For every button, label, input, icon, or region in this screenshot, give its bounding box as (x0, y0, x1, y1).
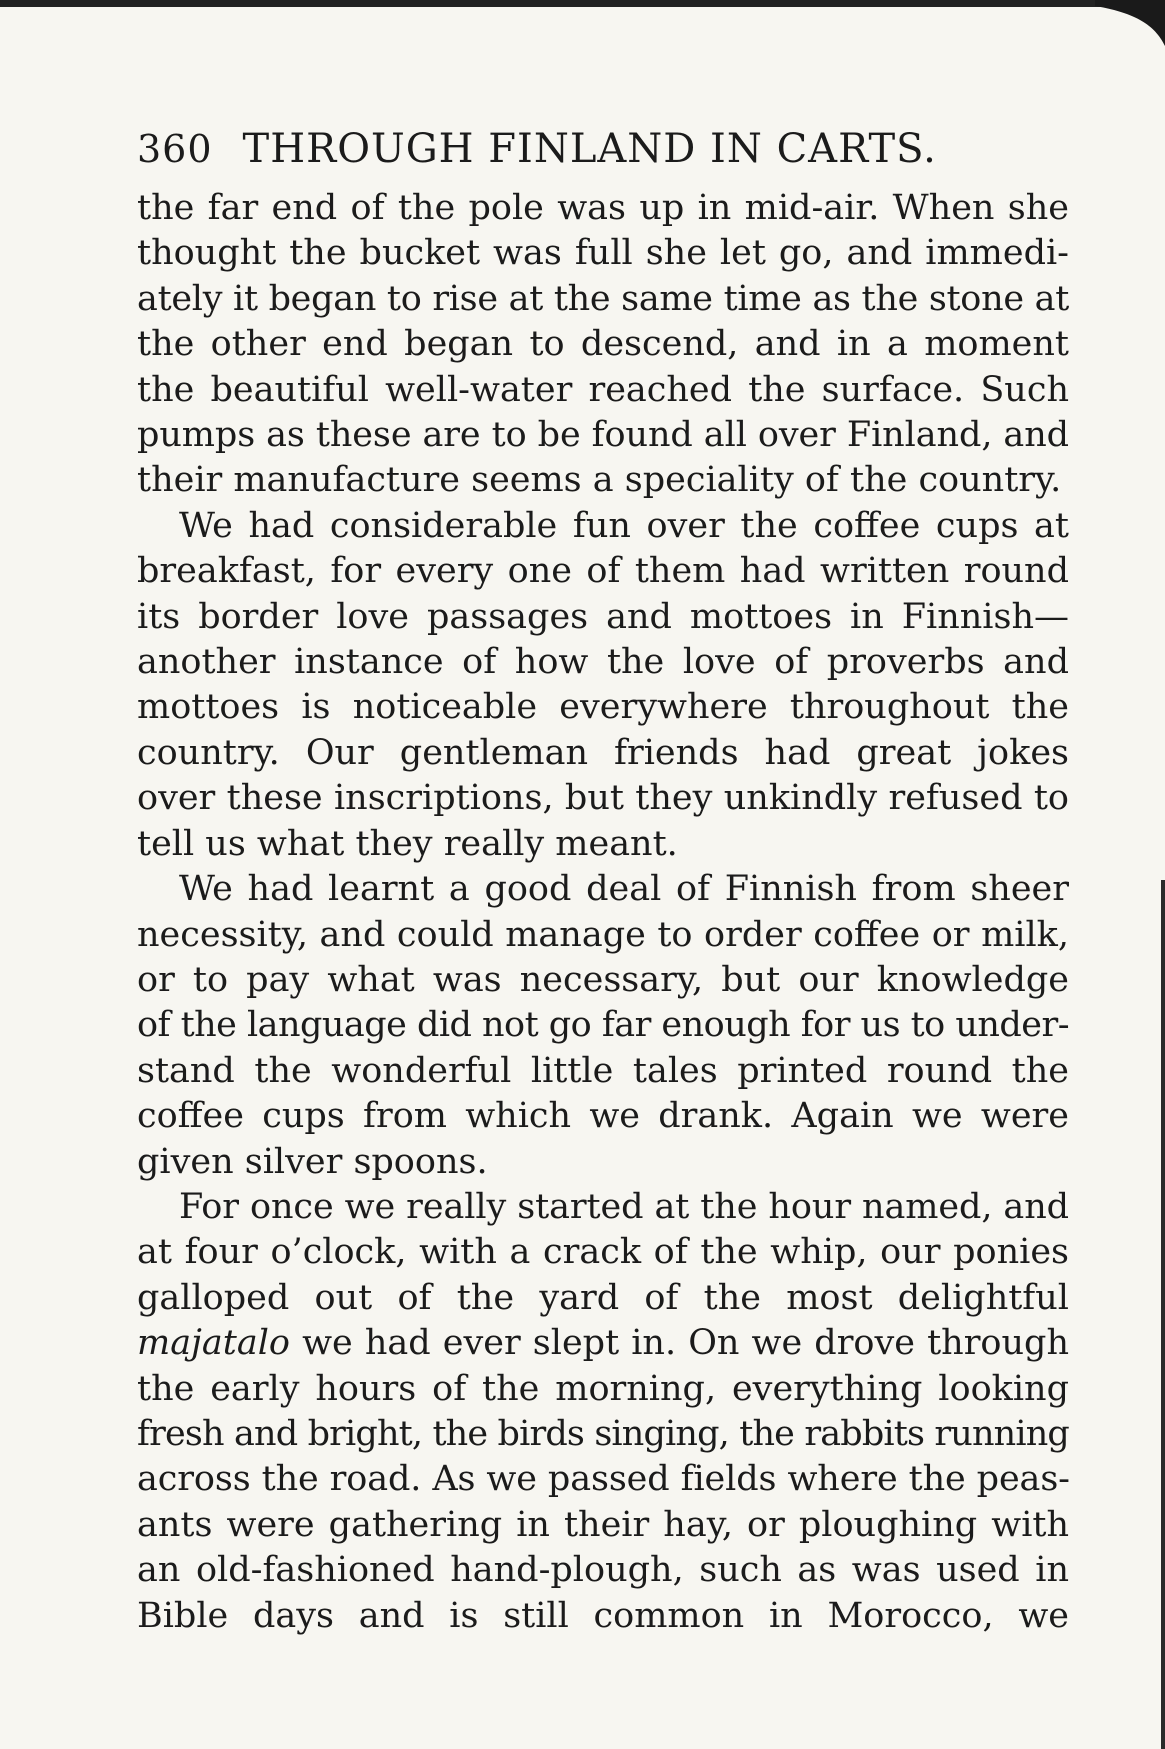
text-line: mottoes is noticeable everywhere throughout the (137, 687, 1069, 728)
text-line: Bible days and is still common in Morocco, we (137, 1595, 1069, 1636)
text-line: We had learnt a good deal of Finnish from sheer (179, 869, 1069, 910)
text-line-with-italic: majatalo we had ever slept in. On we drove through (137, 1323, 1069, 1364)
text-line: thought the bucket was full she let go, and immedi- (137, 233, 1069, 274)
page-body (137, 186, 1069, 1639)
page-number: 360 (137, 127, 213, 171)
italic-word: majatalo (137, 1323, 290, 1364)
text-line: or to pay what was necessary, but our knowledge (137, 959, 1069, 1000)
text-line: its border love passages and mottoes in Finnish— (137, 596, 1069, 637)
text-line: the early hours of the morning, everything looking (137, 1368, 1069, 1409)
paragraph-4 (137, 1185, 1069, 1639)
text-line: their manufacture seems a speciality of the country. (137, 460, 1062, 501)
text-line: the beautiful well-water reached the surface. Such (137, 369, 1069, 410)
page-corner-curl (1095, 0, 1165, 46)
text-line: ants were gathering in their hay, or ploughing with (137, 1504, 1069, 1545)
paragraph-3 (137, 867, 1069, 1185)
text-line: We had considerable fun over the coffee cups at (179, 505, 1069, 546)
text-line: fresh and bright, the birds singing, the rabbits running (137, 1413, 1069, 1454)
text-line: necessity, and could manage to order coffee or milk, (137, 914, 1069, 955)
text-line: an old-fashioned hand-plough, such as was used in (137, 1550, 1069, 1591)
text-line: given silver spoons. (137, 1141, 488, 1182)
page-edge-shadow (1161, 880, 1165, 1749)
text-line: pumps as these are to be found all over Finland, and (137, 415, 1069, 456)
top-border-rule (0, 0, 1165, 7)
text-line: another instance of how the love of proverbs and (137, 642, 1069, 683)
text-line: of the language did not go far enough for us to under- (137, 1005, 1069, 1046)
running-title: THROUGH FINLAND IN CARTS. (242, 126, 937, 172)
text-line: galloped out of the yard of the most delightful (137, 1277, 1069, 1318)
text-line: For once we really started at the hour named, and (179, 1186, 1069, 1227)
text-line: the far end of the pole was up in mid-air. When she (137, 188, 1069, 228)
text-line: at four o’clock, with a crack of the whip, our ponies (137, 1232, 1069, 1273)
paragraph-2 (137, 504, 1069, 867)
text-line: coffee cups from which we drank. Again we were (137, 1096, 1069, 1137)
text-line: country. Our gentleman friends had great jokes (137, 732, 1069, 773)
text-line: breakfast, for every one of them had written round (137, 551, 1069, 592)
text-line: tell us what they really meant. (137, 823, 678, 864)
paragraph-1 (137, 186, 1069, 504)
running-header (137, 126, 1077, 172)
text-line: ately it began to rise at the same time as the stone at (137, 278, 1069, 319)
text-line: stand the wonderful little tales printed round the (137, 1050, 1069, 1091)
text-line: over these inscriptions, but they unkindly refused to (137, 778, 1069, 819)
text-line: across the road. As we passed fields where the peas- (137, 1459, 1070, 1500)
text-line: the other end began to descend, and in a moment (137, 324, 1069, 365)
